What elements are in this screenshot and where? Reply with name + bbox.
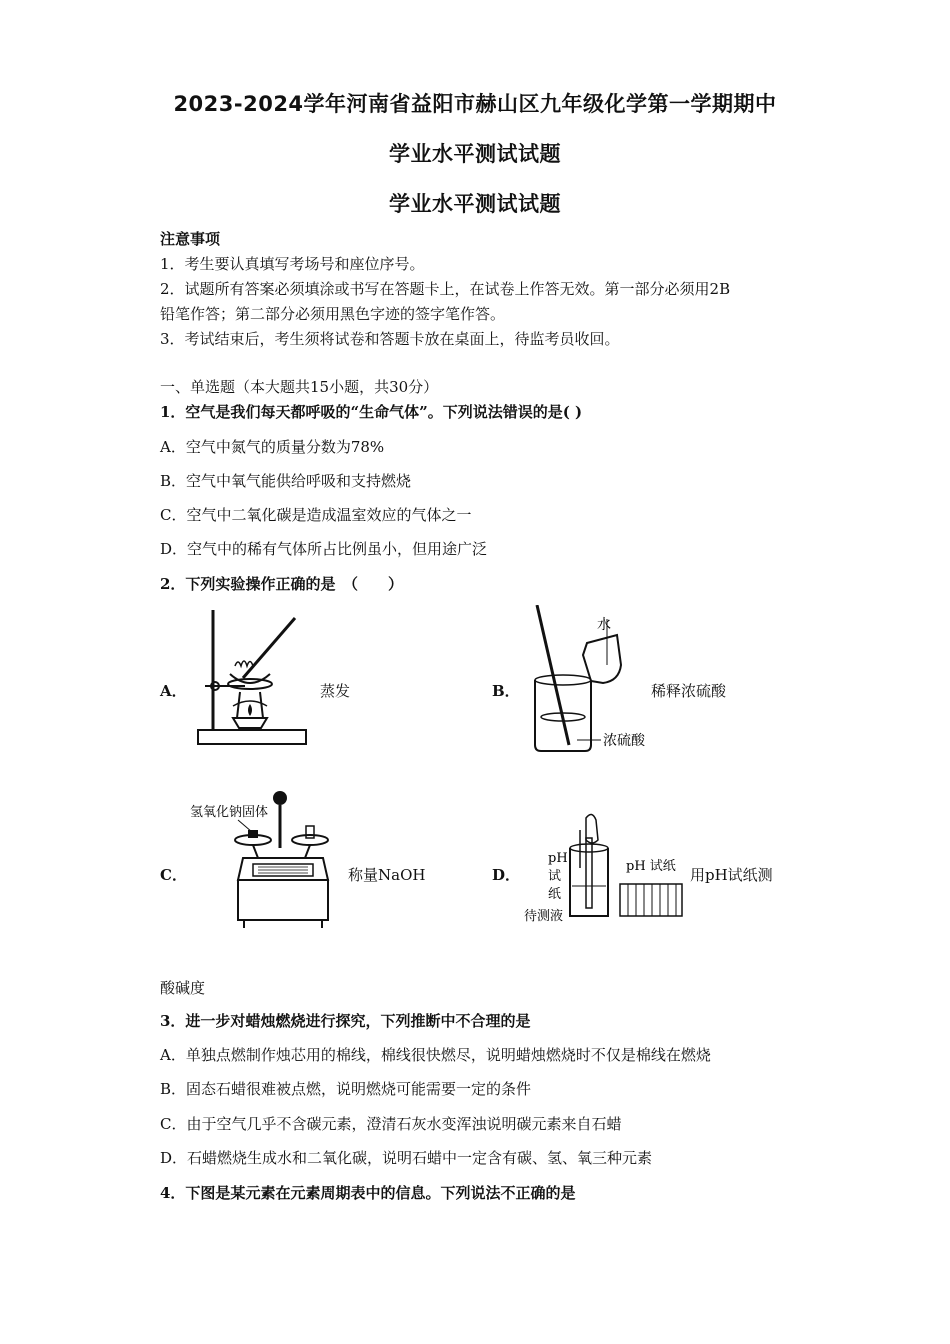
q3-option-d: D．石蜡燃烧生成水和二氧化碳，说明石蜡中一定含有碳、氢、氧三种元素 bbox=[160, 1149, 653, 1167]
q1-option-c: C．空气中二氧化碳是造成温室效应的气体之一 bbox=[160, 506, 472, 524]
q2-option-c-label: C． bbox=[160, 866, 187, 884]
exam-title-line1: 2023-2024学年河南省益阳市赫山区九年级化学第一学期期中 bbox=[173, 92, 777, 116]
q2-option-d-label: D． bbox=[492, 866, 521, 884]
ph-test-figure bbox=[520, 808, 688, 930]
q3-option-c: C．由于空气几乎不含碳元素，澄清石灰水变浑浊说明碳元素来自石蜡 bbox=[160, 1115, 622, 1133]
balance-figure bbox=[188, 788, 338, 938]
q2-option-b-caption: 稀释浓硫酸 bbox=[651, 682, 727, 700]
q2-option-d-caption: 用pH试纸测 bbox=[690, 866, 773, 884]
balance-naoh-label: 氢氧化钠固体 bbox=[190, 805, 269, 820]
ph-label-shi: 试 bbox=[548, 869, 562, 884]
q1-option-a: A．空气中氮气的质量分数为78% bbox=[160, 438, 385, 456]
q2-option-d-continuation: 酸碱度 bbox=[160, 979, 206, 997]
dilution-apparatus-figure bbox=[525, 605, 655, 755]
notice-item: 2．试题所有答案必须填涂或书写在答题卡上，在试卷上作答无效。第一部分必须用2B bbox=[160, 280, 731, 298]
q2-option-b-label: B． bbox=[492, 682, 520, 700]
q3-option-a: A．单独点燃制作烛芯用的棉线，棉线很快燃尽，说明蜡烛燃烧时不仅是棉线在燃烧 bbox=[160, 1046, 711, 1064]
q2-option-a-label: A． bbox=[160, 682, 187, 700]
q1-option-b: B．空气中氧气能供给呼吸和支持燃烧 bbox=[160, 472, 412, 490]
exam-title-line2: 学业水平测试试题 bbox=[389, 142, 561, 166]
ph-label-zhi: 纸 bbox=[548, 887, 562, 902]
ph-paper-label: pH 试纸 bbox=[626, 859, 676, 874]
notice-item: 1．考生要认真填写考场号和座位序号。 bbox=[160, 255, 425, 273]
q3-option-b: B．固态石蜡很难被点燃，说明燃烧可能需要一定的条件 bbox=[160, 1080, 532, 1098]
q1-stem: 1．空气是我们每天都呼吸的“生命气体”。下列说法错误的是( ) bbox=[160, 403, 583, 421]
q2-stem: 2．下列实验操作正确的是 （ ） bbox=[160, 575, 403, 593]
q2-option-c-caption: 称量NaOH bbox=[348, 866, 426, 884]
dilution-water-label: 水 bbox=[597, 617, 611, 633]
ph-label-liquid: 待测液 bbox=[524, 909, 564, 924]
dilution-acid-label: 浓硫酸 bbox=[603, 733, 645, 749]
notice-item: 3．考试结束后，考生须将试卷和答题卡放在桌面上，待监考员收回。 bbox=[160, 330, 620, 348]
ph-label-ph: pH bbox=[548, 851, 568, 866]
notice-item: 铅笔作答；第二部分必须用黑色字迹的签字笔作答。 bbox=[160, 305, 506, 323]
q1-option-d: D．空气中的稀有气体所占比例虽小，但用途广泛 bbox=[160, 540, 488, 558]
exam-title-line3: 学业水平测试试题 bbox=[389, 192, 561, 216]
notice-heading: 注意事项 bbox=[160, 230, 221, 248]
q2-option-a-caption: 蒸发 bbox=[320, 682, 351, 700]
section-heading: 一、单选题（本大题共15小题，共30分） bbox=[160, 378, 439, 396]
evaporation-apparatus-figure bbox=[195, 608, 315, 753]
q4-stem: 4．下图是某元素在元素周期表中的信息。下列说法不正确的是 bbox=[160, 1184, 576, 1202]
q3-stem: 3．进一步对蜡烛燃烧进行探究，下列推断中不合理的是 bbox=[160, 1012, 531, 1030]
